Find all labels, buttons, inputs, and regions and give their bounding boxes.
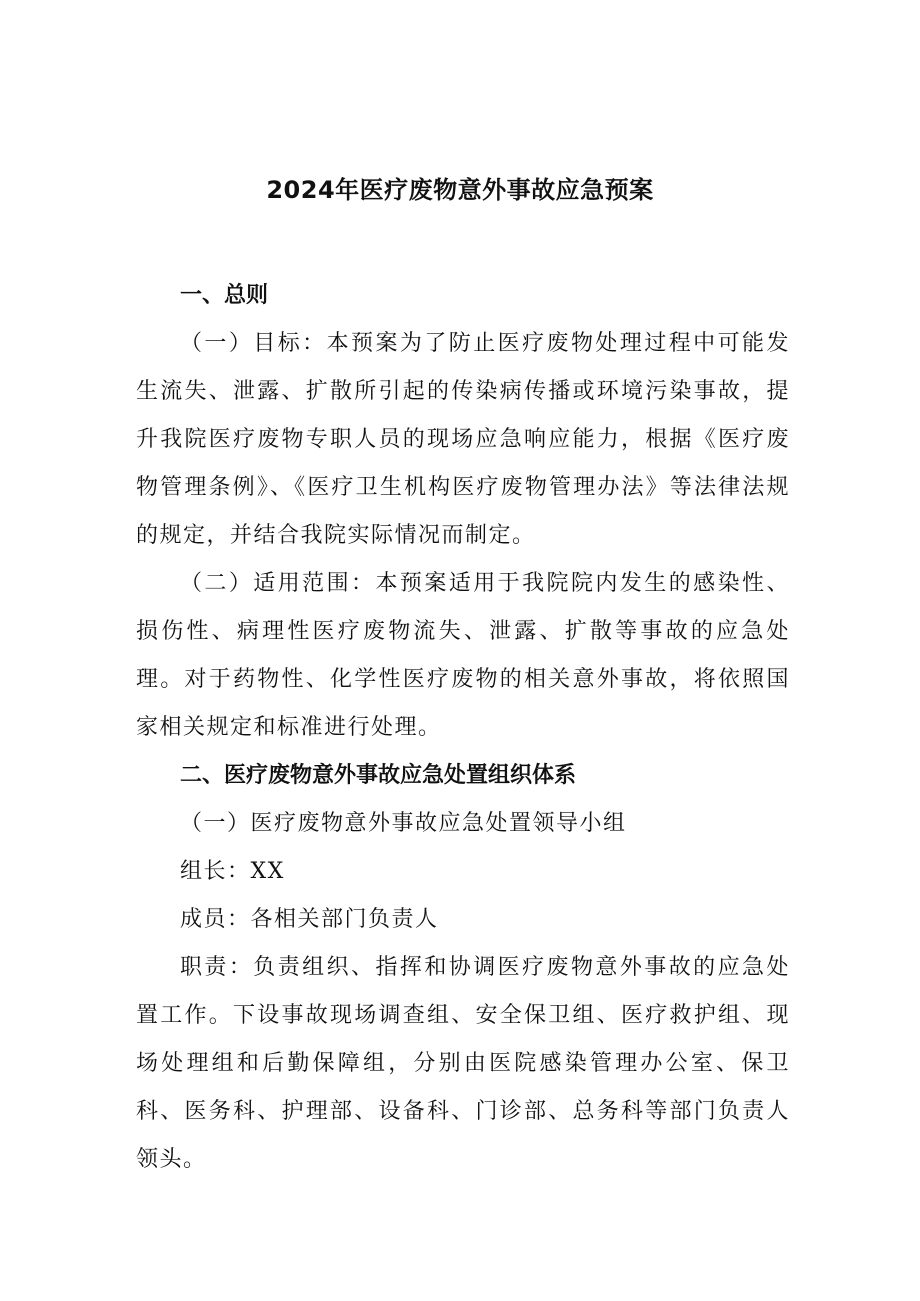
paragraph-leadership-group: （一）医疗废物意外事故应急处置领导小组 xyxy=(180,811,627,836)
paragraph-members: 成员：各相关部门负责人 xyxy=(180,907,439,932)
paragraph-duties: 职责：负责组织、指挥和协调医疗废物意外事故的应急处置工作。下设事故现场调查组、安全保卫组、医疗救护组、现场处理组和后勤保障组，分别由医院感染管理办公室、保卫科、医务科、护理部、设备科、门诊部、总务科等部门负责人领头。 xyxy=(136,955,790,1172)
paragraph-group-leader: 组长：XX xyxy=(180,859,285,884)
paragraph-scope: （二）适用范围：本预案适用于我院院内发生的感染性、损伤性、病理性医疗废物流失、泄露、扩散等事故的应急处理。对于药物性、化学性医疗废物的相关意外事故，将依照国家相关规定和标准进行处理。 xyxy=(136,571,790,740)
document-title: 2024年医疗废物意外事故应急预案 xyxy=(266,176,654,204)
section-heading-general: 一、总则 xyxy=(180,283,269,308)
section-heading-organization: 二、医疗废物意外事故应急处置组织体系 xyxy=(180,763,577,788)
document-body xyxy=(136,272,790,1184)
paragraph-objective: （一）目标：本预案为了防止医疗废物处理过程中可能发生流失、泄露、扩散所引起的传染病传播或环境污染事故，提升我院医疗废物专职人员的现场应急响应能力，根据《医疗废物管理条例》、《医疗卫生机构医疗废物管理办法》等法律法规的规定，并结合我院实际情况而制定。 xyxy=(136,331,790,548)
